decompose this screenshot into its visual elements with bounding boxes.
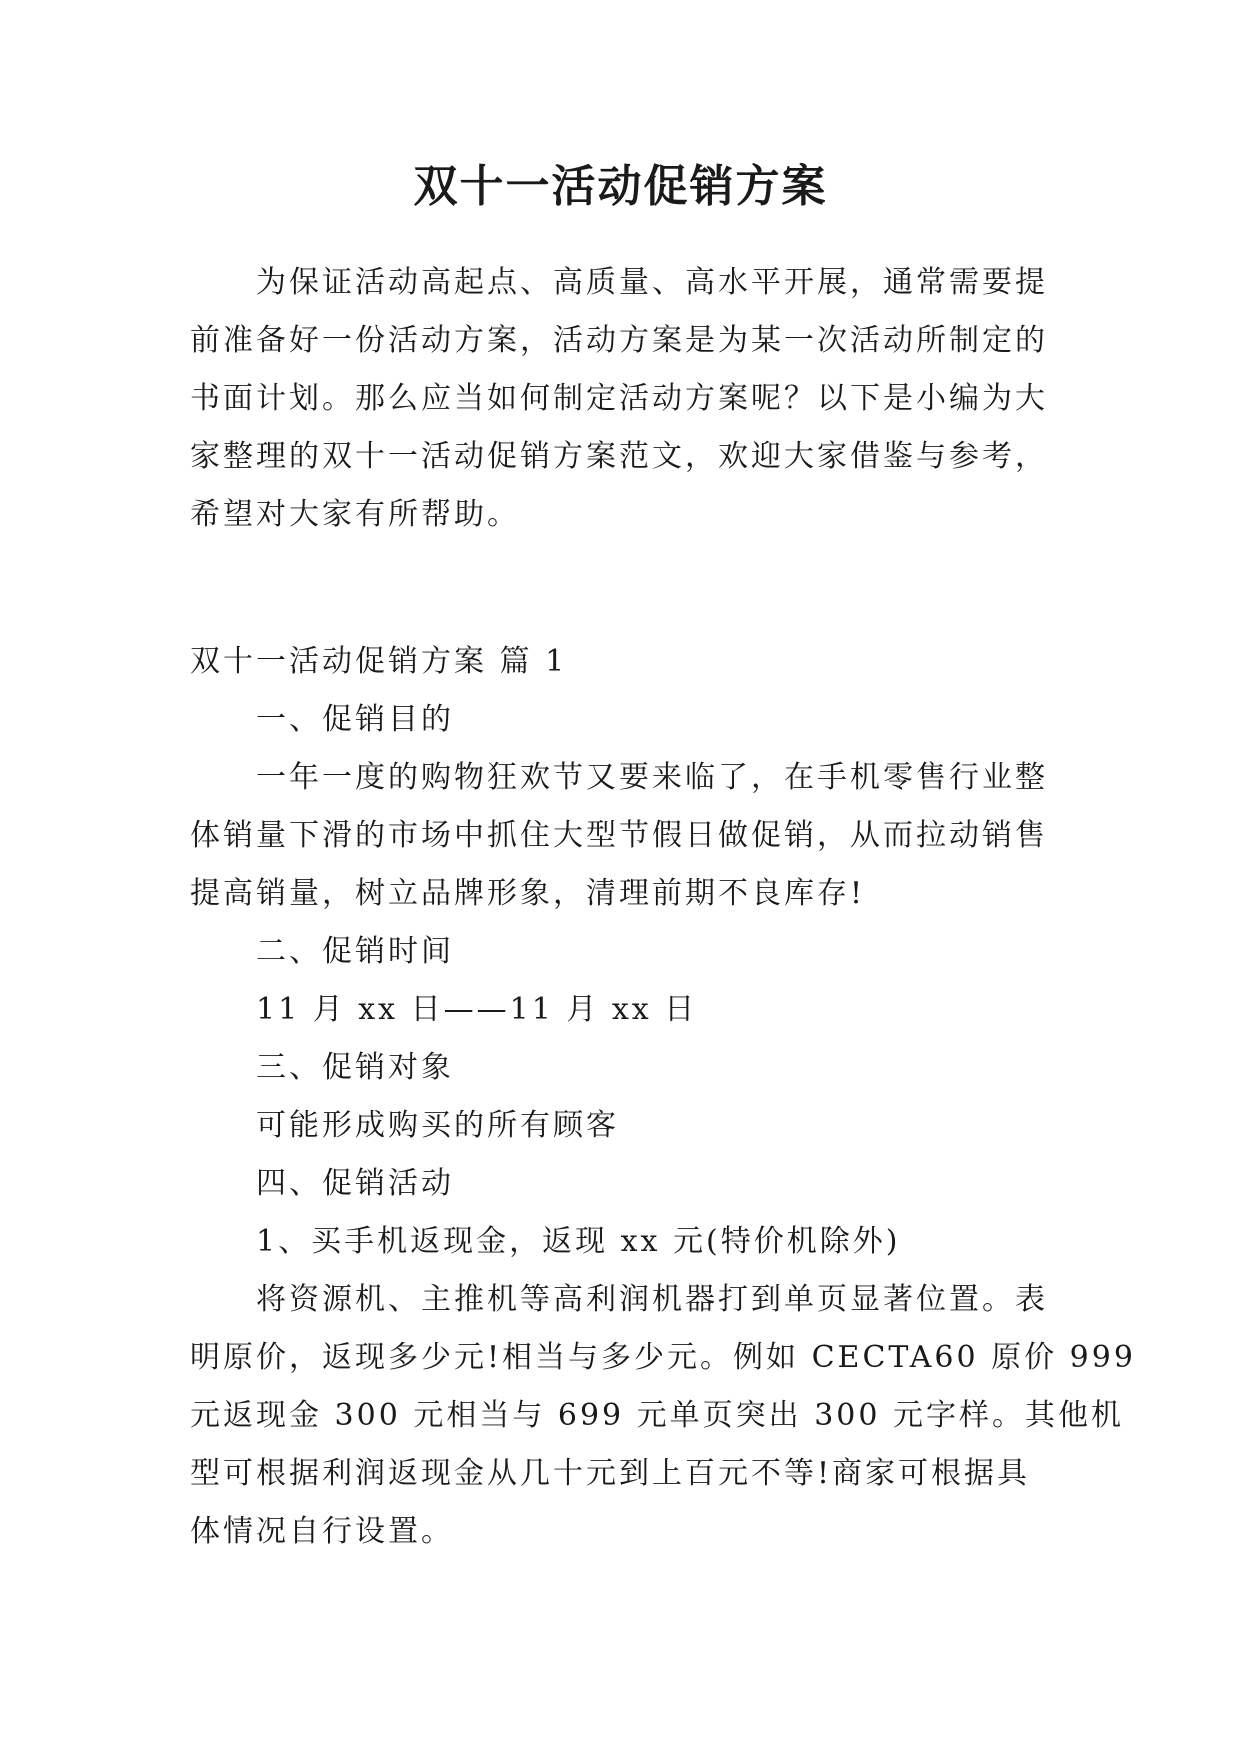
heading-target: 三、促销对象 — [256, 1050, 454, 1085]
text-line: 前准备好一份活动方案，活动方案是为某一次活动所制定的 — [190, 323, 1048, 358]
heading-time: 二、促销时间 — [256, 934, 454, 969]
text-line: 将资源机、主推机等高利润机器打到单页显著位置。表 — [256, 1282, 1048, 1317]
text-line: 11 月 xx 日——11 月 xx 日 — [256, 992, 698, 1027]
text-line: 家整理的双十一活动促销方案范文，欢迎大家借鉴与参考， — [190, 439, 1048, 474]
text-line: 提高销量，树立品牌形象，清理前期不良库存! — [190, 876, 866, 911]
text-line: 型可根据利润返现金从几十元到上百元不等!商家可根据具 — [190, 1456, 1031, 1491]
document-title: 双十一活动促销方案 — [413, 161, 828, 212]
intro-paragraph — [190, 254, 1060, 544]
text-line: 明原价，返现多少元!相当与多少元。例如 CECTA60 原价 999 — [190, 1340, 1136, 1375]
heading-activities: 四、促销活动 — [256, 1166, 454, 1201]
text-line: 体情况自行设置。 — [190, 1514, 454, 1549]
section-heading: 双十一活动促销方案 篇 1 — [190, 644, 568, 679]
text-line: 1、买手机返现金，返现 xx 元(特价机除外) — [256, 1224, 901, 1259]
text-line: 希望对大家有所帮助。 — [190, 497, 520, 532]
text-line: 书面计划。那么应当如何制定活动方案呢？以下是小编为大 — [190, 381, 1048, 416]
text-line: 一年一度的购物狂欢节又要来临了，在手机零售行业整 — [256, 760, 1048, 795]
text-line: 为保证活动高起点、高质量、高水平开展，通常需要提 — [256, 265, 1048, 300]
text-line: 元返现金 300 元相当与 699 元单页突出 300 元字样。其他机 — [190, 1398, 1124, 1433]
text-line: 体销量下滑的市场中抓住大型节假日做促销，从而拉动销售 — [190, 818, 1048, 853]
heading-purpose: 一、促销目的 — [256, 702, 454, 737]
section-content — [190, 633, 1136, 1561]
text-line: 可能形成购买的所有顾客 — [256, 1108, 619, 1143]
